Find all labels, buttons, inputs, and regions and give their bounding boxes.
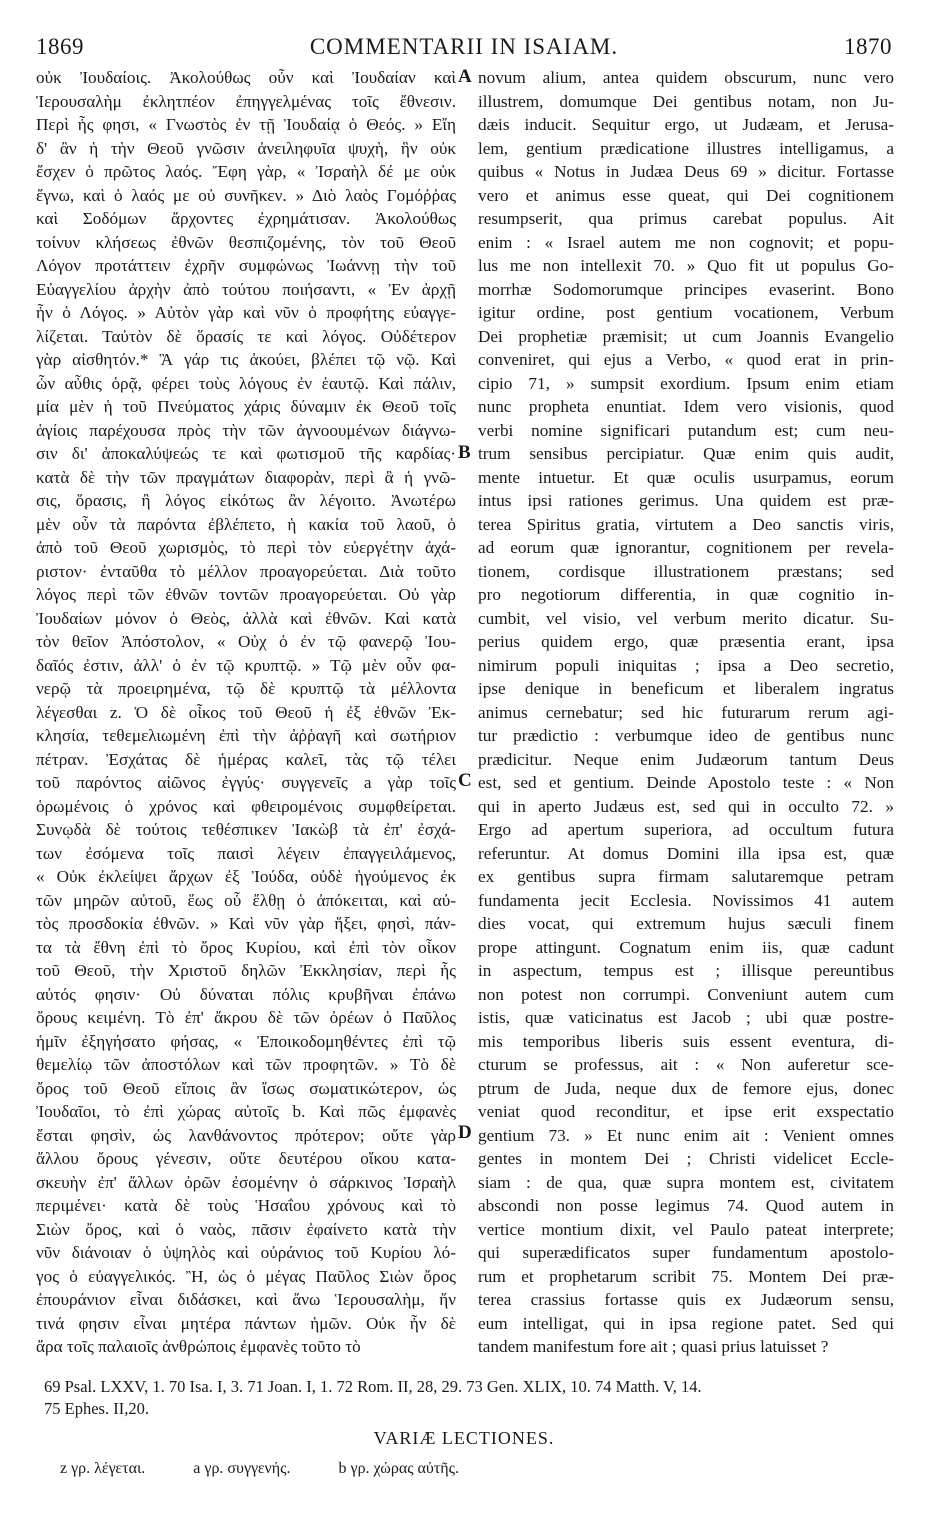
greek-line: τινά φησιν εἶναι μητέρα πάντων ἡμῶν. Οὐκ ἦν δὲ: [36, 1313, 456, 1333]
latin-line: tionem, cordisque illustrationem præstans; sed: [478, 561, 894, 581]
greek-line: λίζεται. Ταὐτὸν δὲ ὅρασίς τε καὶ λόγος. Οὐδέτερον: [36, 326, 456, 346]
latin-line: gentium 73. » Et nunc enim ait : Venient omnes: [478, 1125, 894, 1145]
greek-line: Συνῳδὰ δὲ τούτοις τεθέσπικεν Ἰακὼβ τὰ ἐπ' ἐσχά-: [36, 820, 456, 839]
greek-line: ὧν αὖθις ὁρᾷ, φέρει τοὺς λόγους ἐν ἑαυτῷ. Καὶ πάλιν,: [36, 373, 456, 393]
latin-line: istis, quæ vaticinatus est Jacob ; ubi quæ postre-: [478, 1008, 894, 1027]
greek-line: τὸν θεῖον Ἀπόστολον, « Οὐχ ὁ ἐν τῷ φανερῷ Ἰου-: [36, 632, 456, 651]
greek-line: τοίνυν κλήσεως ἐθνῶν θεσπιζομένης, τὸν τοῦ Θεοῦ: [36, 232, 456, 252]
greek-line: Εὐαγγελίου ἀρχὴν ἀπὸ τούτου ποιήσαντι, « Ἐν ἀρχῇ: [36, 279, 456, 299]
latin-line: cturum se professus, ait : « Non auferetur sce-: [478, 1055, 894, 1074]
latin-line: eum intelligat, qui in ipsa regione patet. Sed qui: [478, 1313, 894, 1333]
latin-line: resumpserit, qua primus carebat populus. Ait: [478, 209, 894, 228]
latin-line: terea crassius fortasse quis ex Judæorum sensu,: [478, 1290, 894, 1309]
latin-text-column: [478, 66, 894, 1358]
section-marker-d: D: [458, 1122, 472, 1143]
section-marker-c: C: [458, 770, 472, 791]
section-marker-b: B: [458, 442, 471, 463]
greek-line: ριστον· ἐνταῦθα τὸ μέλλον προαγορεύεται. Διὰ τοῦτο: [36, 561, 456, 581]
greek-line: γος ὁ εὐαγγελικός. Ἢ, ὡς ὁ μέγας Παῦλος Σιὼν ὄρος: [36, 1266, 456, 1286]
latin-line: siam : de qua, quæ supra montem est, civitatem: [478, 1172, 894, 1192]
greek-line: λόγος περὶ τῶν ἐθνῶν τοντῶν προαγορεύεται. Οὐ γὰρ: [36, 585, 456, 604]
greek-line: δαῖός ἐστιν, ἀλλ' ὁ ἐν τῷ κρυπτῷ. » Τῷ μὲν οὖν φα-: [36, 655, 456, 675]
greek-line: θεμελίῳ τῶν ἀποστόλων καὶ τῶν προφητῶν. » Τὸ δὲ: [36, 1055, 456, 1074]
greek-line: τὸς προσδοκία ἐθνῶν. » Καὶ νῦν γὰρ ἥξει, φησὶ, πάν-: [36, 914, 456, 933]
latin-line: tandem manifestum fore ait ; quasi prius latuisset ?: [478, 1337, 829, 1356]
latin-line: qui superædificatos super fundamentum apostolo-: [478, 1243, 894, 1262]
latin-line: igitur ordine, post gentium vocationem, Verbum: [478, 303, 894, 322]
latin-line: perius quidem ergo, quæ præsentia erant, ipsa: [478, 632, 894, 651]
latin-line: mente intuetur. Et quæ oculis usurpamus, eorum: [478, 467, 894, 487]
greek-line: γὰρ αἰσθητόν.* Ἃ γάρ τις ἀκούει, βλέπει τῷ νῷ. Καὶ: [36, 350, 456, 369]
latin-line: lus me non intellexit 70. » Quo fit ut populus Go-: [478, 256, 894, 275]
greek-line: ἄλλου ὄρους γένεσιν, οὔτε δευτέρου οἴκου κατα-: [36, 1149, 456, 1168]
latin-line: Dei prophetiæ præmisit; ut cum Joannis Evangelio: [478, 326, 894, 346]
latin-line: pro negotiorum differentia, in quæ cognitio in-: [478, 585, 894, 604]
greek-line: καὶ Σοδόμων ἄρχοντες ἐχρημάτισαν. Ἀκολούθως: [36, 209, 456, 228]
greek-line: λέγεσθαι z. Ὁ δὲ οἶκος τοῦ Θεοῦ ἡ ἐξ ἐθνῶν Ἐκ-: [36, 702, 456, 722]
latin-line: nunc propheta enuntiat. Idem vero visionis, quod: [478, 397, 894, 416]
latin-line: cipio 71, » sumpsit exordium. Ipsum enim etiam: [478, 373, 894, 393]
latin-line: dies vocat, qui extremum hujus sæculi finem: [478, 914, 894, 933]
latin-line: terea Spiritus gratia, virtutem a Deo sanctis viris,: [478, 514, 894, 534]
greek-line: ἁγίοις παρέχουσα πρὸς τὴν τῶν ἀγνοουμένων διάγνω-: [36, 420, 456, 440]
greek-line: μὲν οὖν τὰ παρόντα ἐβλέπετο, ἡ κακία τοῦ λαοῦ, ὁ: [36, 514, 456, 534]
greek-line: σις, ὅρασις, ἢ λόγος εἰκότως ἂν λέγοιτο. Ἀνωτέρω: [36, 491, 456, 510]
latin-line: prædicitur. Neque enim Judæorum tantum Deus: [478, 749, 894, 769]
greek-line: ἔσχεν ὁ πρῶτος λαός. Ἔφη γὰρ, « Ἰσραὴλ δέ με οὐκ: [36, 162, 456, 181]
greek-line: κλησία, τεθεμελιωμένη ἐπὶ τὴν ἀῤῥαγῆ καὶ σωτήριον: [36, 726, 456, 745]
latin-line: prope attingunt. Cognatum enim iis, quæ cadunt: [478, 937, 894, 957]
greek-line: ὁρωμένοις ὁ χρόνος καὶ φθειρομένοις συμφθείρεται.: [36, 796, 456, 816]
latin-line: trum sensibus percipiatur. Quæ enim quis audit,: [478, 444, 894, 463]
latin-line: cumbit, vel visio, vel verbum merito dicatur. Su-: [478, 608, 894, 628]
latin-line: ex gentibus supra firmam salutaremque petram: [478, 867, 894, 886]
latin-line: morrhæ Sodomorumque principes evaserint. Bono: [478, 279, 894, 299]
greek-line: Σιὼν ὄρος, καὶ ὁ ναὸς, πᾶσιν ἐφαίνετο κατὰ τὴν: [36, 1219, 456, 1239]
latin-line: mis temporibus liberis suis essent eventura, di-: [478, 1031, 894, 1051]
latin-line: referuntur. At domus Domini illa ipsa est, quæ: [478, 843, 894, 863]
latin-line: veniat quod reconditur, et ipse erit exspectatio: [478, 1102, 894, 1121]
latin-line: intus ipsi rationes gerimus. Una quidem est præ-: [478, 491, 894, 510]
latin-line: ad eorum quæ ignorantur, cognitionem per revela-: [478, 538, 894, 557]
greek-line: Ἰουδαίων μόνον ὁ Θεὸς, ἀλλὰ καὶ ἐθνῶν. Καὶ κατὰ: [36, 608, 456, 628]
greek-line: τοῦ παρόντος αἰῶνος ἐγγύς· συγγενεῖς a γὰρ τοῖς: [36, 773, 456, 792]
latin-line: non potest non corrumpi. Conveniunt autem cum: [478, 984, 894, 1004]
greek-line: ἐπουράνιον εἶναι διδάσκει, καὶ ἄνω Ἱερουσαλὴμ, ἥν: [36, 1290, 456, 1309]
greek-line: ἀπὸ τοῦ Θεοῦ χωρισμὸς, τὸ περὶ τὸν εὐεργέτην ἀχά-: [36, 538, 456, 557]
latin-line: ipse denique in beneficum et liberalem ingratus: [478, 679, 894, 698]
greek-line: κατὰ δὲ τὴν τῶν πραγμάτων διαφορὰν, περὶ ἃ ἡ γνῶ-: [36, 467, 456, 487]
latin-line: est, sed et gentium. Deinde Apostolo teste : « Non: [478, 773, 894, 792]
greek-line: αὐτός φησιν· Οὐ δύναται πόλις κρυβῆναι ἐπάνω: [36, 984, 456, 1004]
greek-line: σιν δι' ἀποκαλύψεώς τε καὶ φωτισμοῦ τῆς καρδίας·: [36, 444, 456, 463]
latin-line: in aspectum, tempus est ; illisque pereuntibus: [478, 961, 894, 980]
variae-lectiones-heading: VARIÆ LECTIONES.: [373, 1428, 555, 1448]
latin-line: fundamenta jecit Ecclesia. Novissimos 41 autem: [478, 890, 894, 910]
right-column-number: 1870: [844, 34, 892, 59]
greek-line: οὐκ Ἰουδαίοις. Ἀκολούθως οὖν καὶ Ἰουδαίαν καὶ: [36, 68, 456, 87]
left-column-number: 1869: [36, 34, 84, 59]
greek-line: δ' ἂν ἡ τὴν Θεοῦ γνῶσιν ἀνειληφυῖα ψυχὴ, ἣν οὐκ: [36, 138, 456, 158]
latin-line: animus cernebatur; sed hic futurarum rerum agi-: [478, 702, 894, 722]
reference-line: 69 Psal. LXXV, 1. 70 Isa. I, 3. 71 Joan. I, 1. 72 Rom. II, 28, 29. 73 Gen. XLIX, 10. 74 Matth. V, 14.: [44, 1377, 702, 1396]
greek-line: σκευὴν ἐπ' ἄλλων ὀρῶν ἐσομένην ὁ σάρκινος Ἰσραὴλ: [36, 1172, 456, 1192]
greek-line: πέτραν. Ἐσχάτας δὲ ἡμέρας καλεῖ, τὰς τῷ τέλει: [36, 749, 456, 769]
variant-reading: a γρ. συγγενής.: [193, 1460, 291, 1477]
greek-line: των ἐσόμενα τοῖς παισὶ λέγειν ἐπαγγειλάμενος,: [36, 843, 456, 863]
latin-line: abscondi non posse legimus 74. Quod autem in: [478, 1196, 894, 1215]
latin-line: Ergo ad apertum superiora, ad occultum futura: [478, 820, 894, 839]
latin-line: tur prædictio : verbumque ideo de gentibus nunc: [478, 726, 894, 745]
variae-lectiones-list: [60, 1458, 880, 1480]
page-header: [36, 34, 892, 64]
greek-line: νερῷ τὰ προειρημένα, τῷ δὲ κρυπτῷ τὰ μέλλοντα: [36, 679, 456, 698]
latin-line: qui in aperto Judæus est, sed qui in occulto 72. »: [478, 796, 894, 816]
latin-line: illustrem, domumque Dei gentibus notam, non Ju-: [478, 91, 894, 111]
variant-reading: z γρ. λέγεται.: [60, 1460, 146, 1477]
greek-line: μία μὲν ἡ τοῦ Πνεύματος χάρις δύναμιν ἐκ Θεοῦ τοῖς: [36, 397, 456, 416]
scripture-references: [44, 1376, 894, 1420]
greek-line: ἦν ὁ Λόγος. » Αὐτὸν γὰρ καὶ νῦν ὁ προφήτης εὐαγγε-: [36, 303, 456, 322]
latin-line: nimirum populi iniquitas ; ipsa a Deo secretio,: [478, 655, 894, 675]
running-title: COMMENTARII IN ISAIAM.: [309, 34, 619, 59]
greek-line: « Οὐκ ἐκλείψει ἄρχων ἐξ Ἰούδα, οὐδὲ ἡγούμενος ἐκ: [36, 867, 456, 886]
latin-line: novum alium, antea quidem obscurum, nunc vero: [478, 68, 894, 87]
greek-line: τοῦ Θεοῦ, τὴν Χριστοῦ δηλῶν Ἐκκλησίαν, περὶ ἧς: [36, 961, 456, 980]
latin-line: vero et animus esse queat, qui Dei cognitionem: [478, 185, 894, 205]
latin-line: dæis inducit. Sequitur ergo, ut Judæam, et Jerusa-: [478, 115, 894, 134]
greek-line: ἔγνω, καὶ ὁ λαός με οὐ συνῆκεν. » Διὸ λαὸς Γομόῤῥας: [36, 185, 456, 205]
greek-line: Ἰουδαῖοι, τὸ ἐπὶ χώρας αὐτοῖς b. Καὶ πῶς ἐμφανὲς: [36, 1102, 456, 1121]
variant-reading: b γρ. χώρας αὐτῆς.: [338, 1460, 459, 1477]
latin-line: verbi nomine significari putandum est; cum neu-: [478, 420, 894, 440]
latin-line: lem, gentium prædicatione illustres intelligamus, a: [478, 138, 894, 158]
greek-line: ὄρος τοῦ Θεοῦ εἴποις ἂν ἴσως σωματικώτερον, ὡς: [36, 1078, 456, 1098]
latin-line: enim : « Israel autem me non cognovit; et popu-: [478, 232, 894, 252]
greek-line: τα τὰ ἔθνη ἐπὶ τὸ ὄρος Κυρίου, καὶ ἐπὶ τὸν οἶκον: [36, 937, 456, 957]
latin-line: rum et prophetarum scribit 75. Montem Dei præ-: [478, 1266, 894, 1286]
latin-line: quibus « Notus in Judæa Deus 69 » dicitur. Fortasse: [478, 162, 894, 181]
greek-line: ἔσται φησὶν, ὡς λανθάνοντος πρότερον; οὔτε γὰρ: [36, 1125, 456, 1145]
greek-text-column: [36, 66, 456, 1358]
greek-line: ἄρα τοῖς παλαιοῖς ἀνθρώποις ἐμφανὲς τοῦτο τὸ: [36, 1337, 361, 1356]
latin-line: ptrum de Juda, neque dux de femore ejus, donec: [478, 1078, 894, 1098]
greek-line: Περὶ ἧς φησι, « Γνωστὸς ἐν τῇ Ἰουδαίᾳ ὁ Θεός. » Εἴη: [36, 115, 456, 134]
greek-line: τῶν μηρῶν αὐτοῦ, ἕως οὗ ἔλθῃ ὁ ἀπόκειται, καὶ αὐ-: [36, 890, 456, 910]
reference-line: 75 Ephes. II,20.: [44, 1399, 149, 1418]
greek-line: Λόγον προτάττειν ἐχρῆν συμφώνως Ἰωάννῃ τὴν τοῦ: [36, 256, 456, 275]
greek-line: νῦν διάνοιαν ὁ ὑψηλὸς καὶ οὐράνιος τοῦ Κυρίου λό-: [36, 1243, 456, 1262]
greek-line: περιμένει· κατὰ δὲ τοὺς Ἡσαΐου χρόνους καὶ τὸ: [36, 1196, 456, 1215]
greek-line: ὄρους κειμένη. Τὸ ἐπ' ἄκρου δὲ τῶν ὀρέων ὁ Παῦλος: [36, 1008, 456, 1027]
latin-line: vertice montium dixit, vel Paulo pateat interprete;: [478, 1219, 894, 1239]
greek-line: Ἱερουσαλὴμ ἐκλητπέον ἐπηγγελμένας τοῖς ἔθνεσιν.: [36, 91, 456, 111]
section-marker-a: A: [458, 66, 472, 87]
greek-line: ἡμῖν ἐξηγήσατο φήσας, « Ἐποικοδομηθέντες ἐπὶ τῷ: [36, 1031, 456, 1051]
latin-line: conveniret, qui ejus a Verbo, « quod erat in prin-: [478, 350, 894, 369]
latin-line: gentes in montem Dei ; Christi videlicet Eccle-: [478, 1149, 894, 1168]
